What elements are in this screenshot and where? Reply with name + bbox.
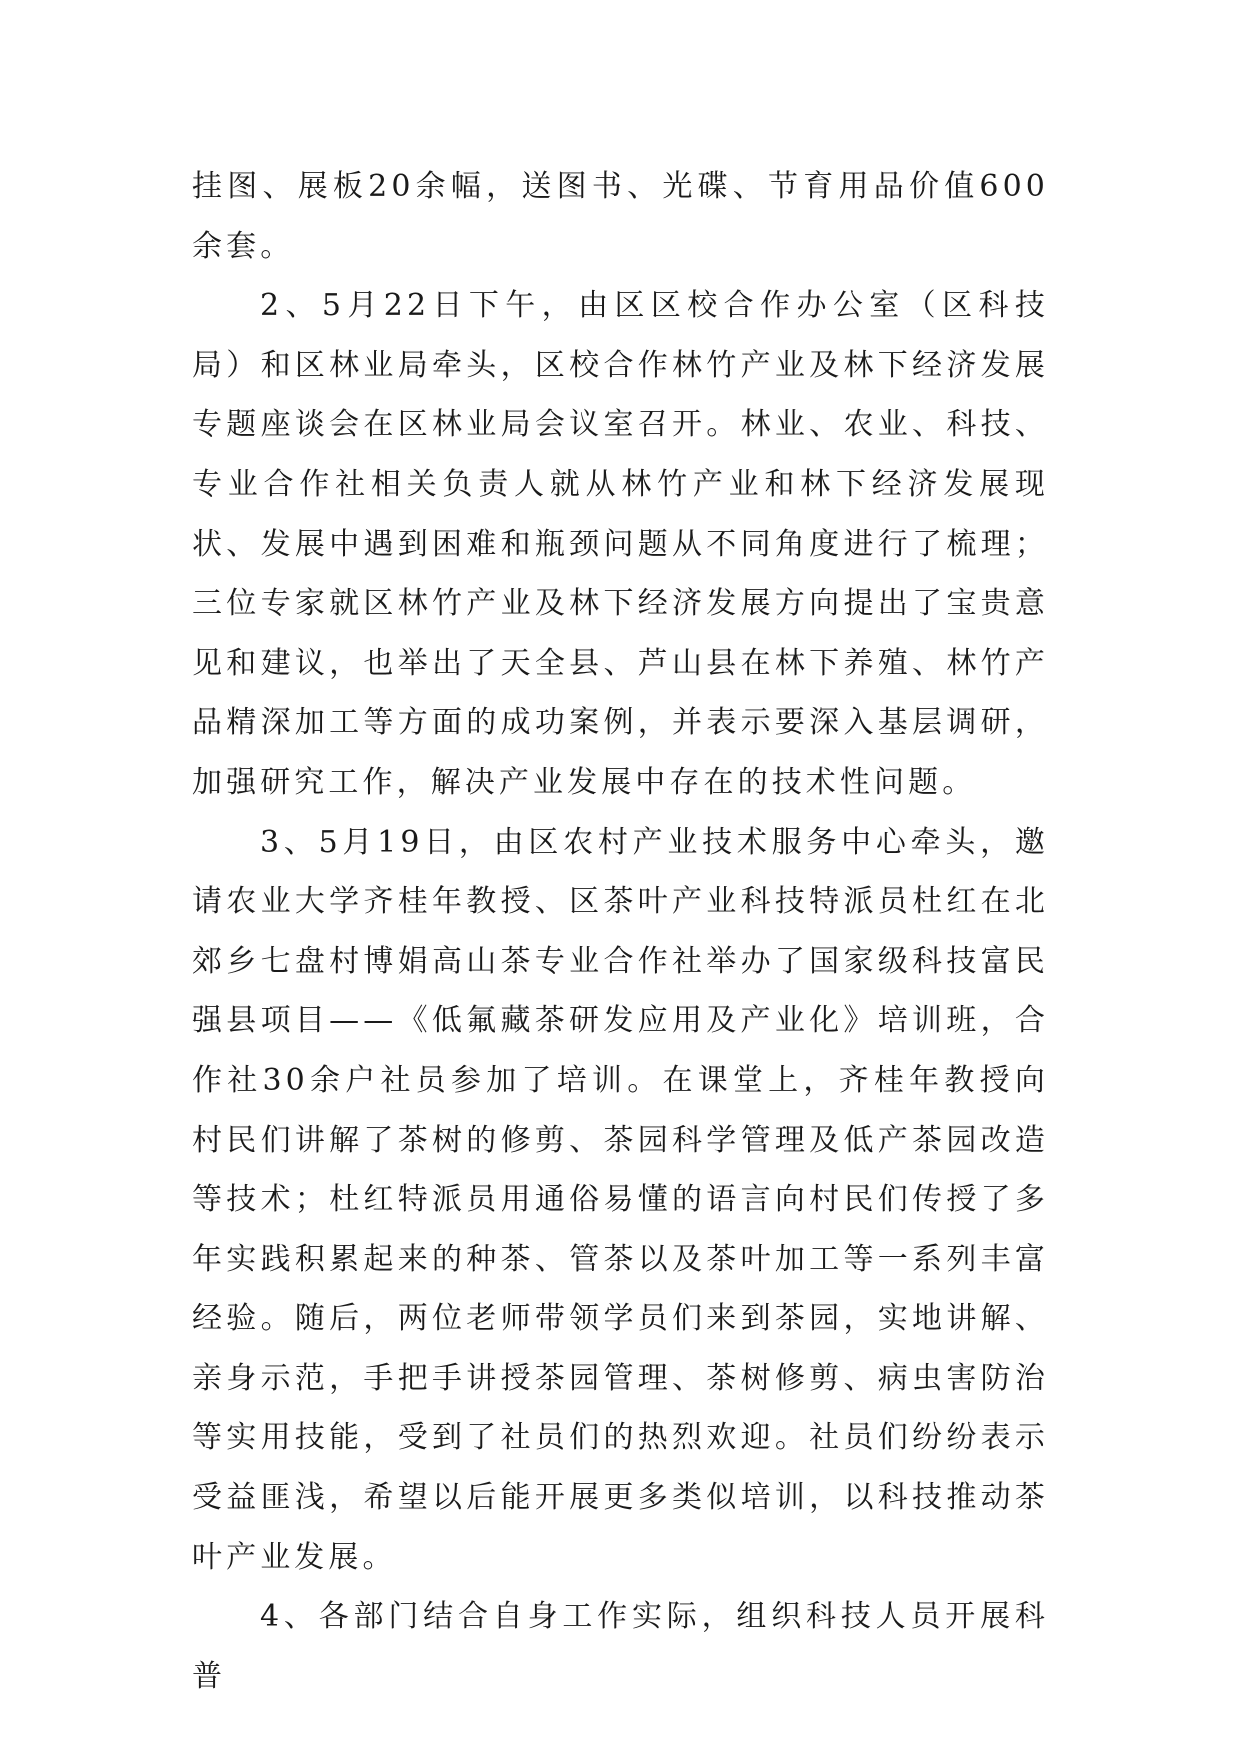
paragraph-item-4: 4、各部门结合自身工作实际，组织科技人员开展科普 xyxy=(192,1599,1049,1694)
paragraph-item-3: 3、5月19日，由区农村产业技术服务中心牵头，邀请农业大学齐桂年教授、区茶叶产业科技特派员杜红在北郊乡七盘村博娟高山茶专业合作社举办了国家级科技富民强县项目——《低氟藏茶研发应用及产业化》培训班，合作社30余户社员参加了培训。在课堂上，齐桂年教授向村民们讲解了茶树的修剪、茶园科学管理及低产茶园改造等技术；杜红特派员用通俗易懂的语言向村民们传授了多年实践积累起来的种茶、管茶以及茶叶加工等一系列丰富经验。随后，两位老师带领学员们来到茶园，实地讲解、亲身示范，手把手讲授茶园管理、茶树修剪、病虫害防治等实用技能，受到了社员们的热烈欢迎。社员们纷纷表示受益匪浅，希望以后能开展更多类似培训，以科技推动茶叶产业发展。 xyxy=(192,824,1049,1575)
paragraph-item-2: 2、5月22日下午，由区区校合作办公室（区科技局）和区林业局牵头，区校合作林竹产业及林下经济发展专题座谈会在区林业局会议室召开。林业、农业、科技、专业合作社相关负责人就从林竹产业和林下经济发展现状、发展中遇到困难和瓶颈问题从不同角度进行了梳理；三位专家就区林竹产业及林下经济发展方向提出了宝贵意见和建议，也举出了天全县、芦山县在林下养殖、林竹产品精深加工等方面的成功案例，并表示要深入基层调研，加强研究工作，解决产业发展中存在的技术性问题。 xyxy=(192,288,1049,800)
paragraph-continued: 挂图、展板20余幅，送图书、光碟、节育用品价值600余套。 xyxy=(192,169,1049,264)
body-text xyxy=(192,157,1049,1706)
